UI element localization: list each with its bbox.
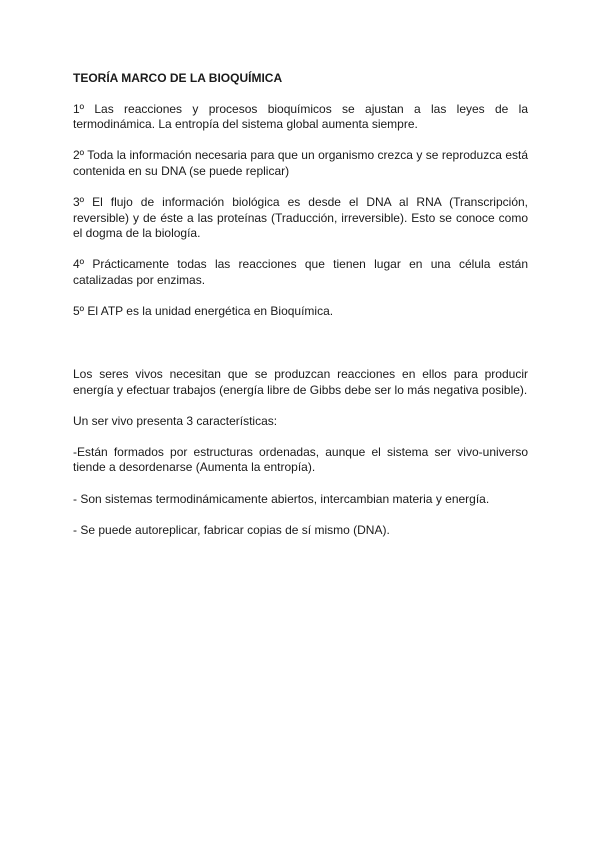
- document-title: TEORÍA MARCO DE LA BIOQUÍMICA: [73, 71, 283, 85]
- principle-1: 1º Las reacciones y procesos bioquímicos se ajustan a las leyes de la termodinámica. La entropía del sistema global aumenta siempre.: [73, 101, 528, 132]
- characteristics-heading: Un ser vivo presenta 3 características:: [73, 413, 278, 428]
- document-body: [73, 71, 528, 554]
- principle-2: 2º Toda la información necesaria para que un organismo crezca y se reproduzca está contenida en su DNA (se puede replicar): [73, 148, 528, 178]
- principle-5: 5º El ATP es la unidad energética en Bioquímica.: [73, 303, 334, 318]
- characteristic-1: -Están formados por estructuras ordenadas, aunque el sistema ser vivo-universo tiende a desordenarse (Aumenta la entropía).: [73, 444, 528, 475]
- principle-3: 3º El flujo de información biológica es desde el DNA al RNA (Transcripción, reversible) y de éste a las proteínas (Traducción, irreversible). Esto se conoce como el dogma de la biología.: [73, 194, 528, 241]
- intro-paragraph: Los seres vivos necesitan que se produzcan reacciones en ellos para producir energía y efectuar trabajos (energía libre de Gibbs debe ser lo más negativa posible).: [73, 367, 528, 397]
- characteristic-2: - Son sistemas termodinámicamente abiertos, intercambian materia y energía.: [73, 491, 490, 506]
- principle-4: 4º Prácticamente todas las reacciones que tienen lugar en una célula están catalizadas por enzimas.: [73, 257, 528, 287]
- characteristic-3: - Se puede autoreplicar, fabricar copias de sí mismo (DNA).: [73, 522, 390, 537]
- section-spacer: [73, 335, 528, 367]
